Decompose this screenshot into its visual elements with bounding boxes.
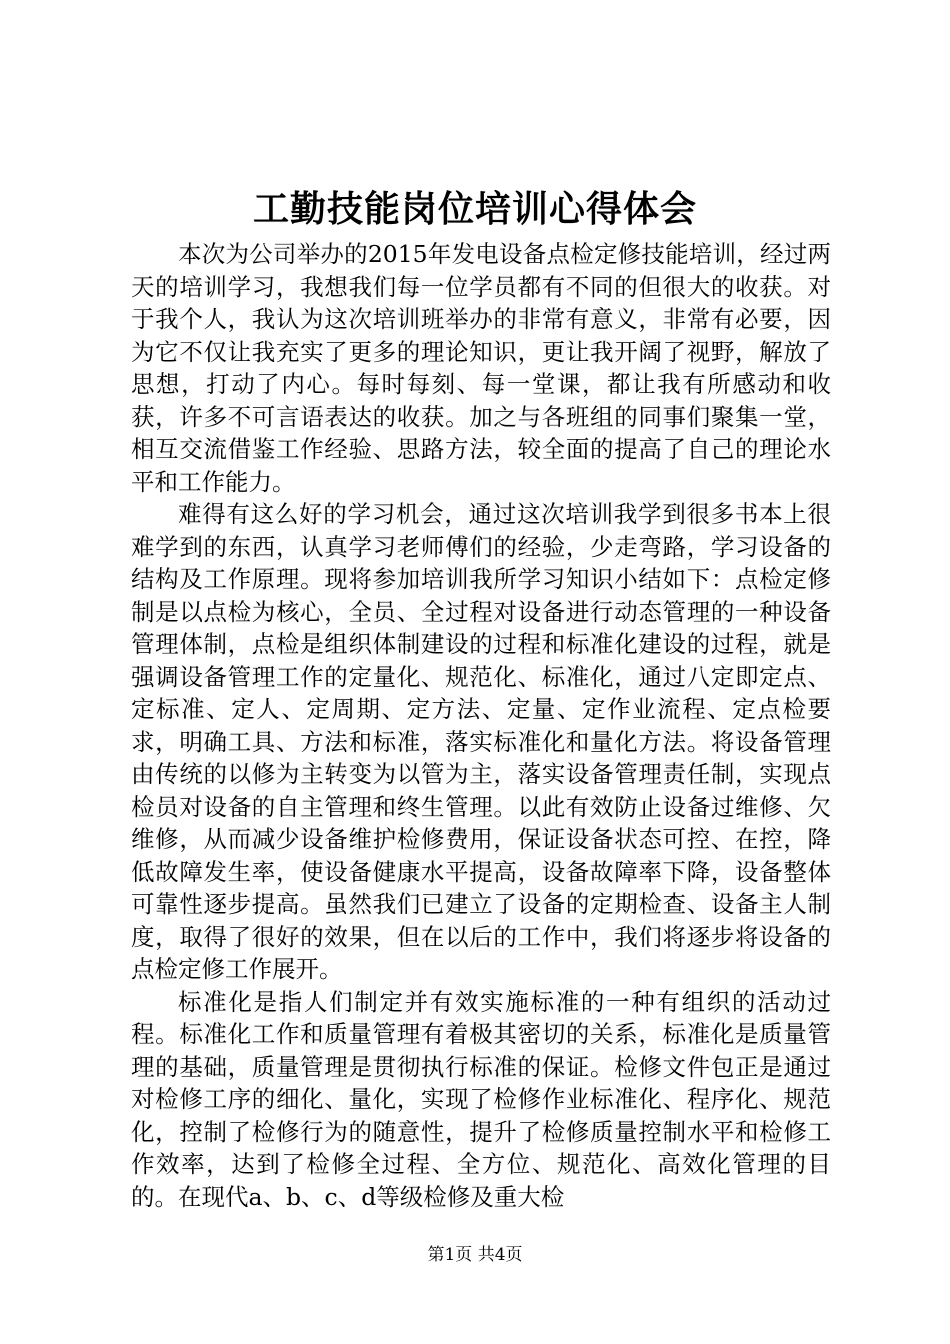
paragraph: 本次为公司举办的2015年发电设备点检定修技能培训，经过两天的培训学习，我想我们每一位学员都有不同的但很大的收获。对于我个人，我认为这次培训班举办的非常有意义，非常有必要，因为它不仅让我充实了更多的理论知识，更让我开阔了视野，解放了思想，打动了内心。每时每刻、每一堂课，都让我有所感动和收获，许多不可言语表达的收获。加之与各班组的同事们聚集一堂，相互交流借鉴工作经验、思路方法，较全面的提高了自己的理论水平和工作能力。 <box>131 240 831 496</box>
document-title: 工勤技能岗位培训心得体会 <box>252 188 697 230</box>
document-body <box>131 238 831 1213</box>
paragraph: 难得有这么好的学习机会，通过这次培训我学到很多书本上很难学到的东西，认真学习老师傅们的经验，少走弯路，学习设备的结构及工作原理。现将参加培训我所学习知识小结如下：点检定修制是以点检为核心，全员、全过程对设备进行动态管理的一种设备管理体制，点检是组织体制建设的过程和标准化建设的过程，就是强调设备管理工作的定量化、规范化、标准化，通过八定即定点、定标准、定人、定周期、定方法、定量、定作业流程、定点检要求，明确工具、方法和标准，落实标准化和量化方法。将设备管理由传统的以修为主转变为以管为主，落实设备管理责任制，实现点检员对设备的自主管理和终生管理。以此有效防止设备过维修、欠维修，从而减少设备维护检修费用，保证设备状态可控、在控，降低故障发生率，使设备健康水平提高，设备故障率下降，设备整体可靠性逐步提高。虽然我们已建立了设备的定期检查、设备主人制度，取得了很好的效果，但在以后的工作中，我们将逐步将设备的点检定修工作展开。 <box>131 500 831 983</box>
paragraph: 标准化是指人们制定并有效实施标准的一种有组织的活动过程。标准化工作和质量管理有着极其密切的关系，标准化是质量管理的基础，质量管理是贯彻执行标准的保证。检修文件包正是通过对检修工序的细化、量化，实现了检修作业标准化、程序化、规范化，控制了检修行为的随意性，提升了检修质量控制水平和检修工作效率，达到了检修全过程、全方位、规范化、高效化管理的目的。在现代a、b、c、d等级检修及重大检 <box>131 987 831 1211</box>
page-number-footer: 第1页 共4页 <box>427 1245 523 1265</box>
